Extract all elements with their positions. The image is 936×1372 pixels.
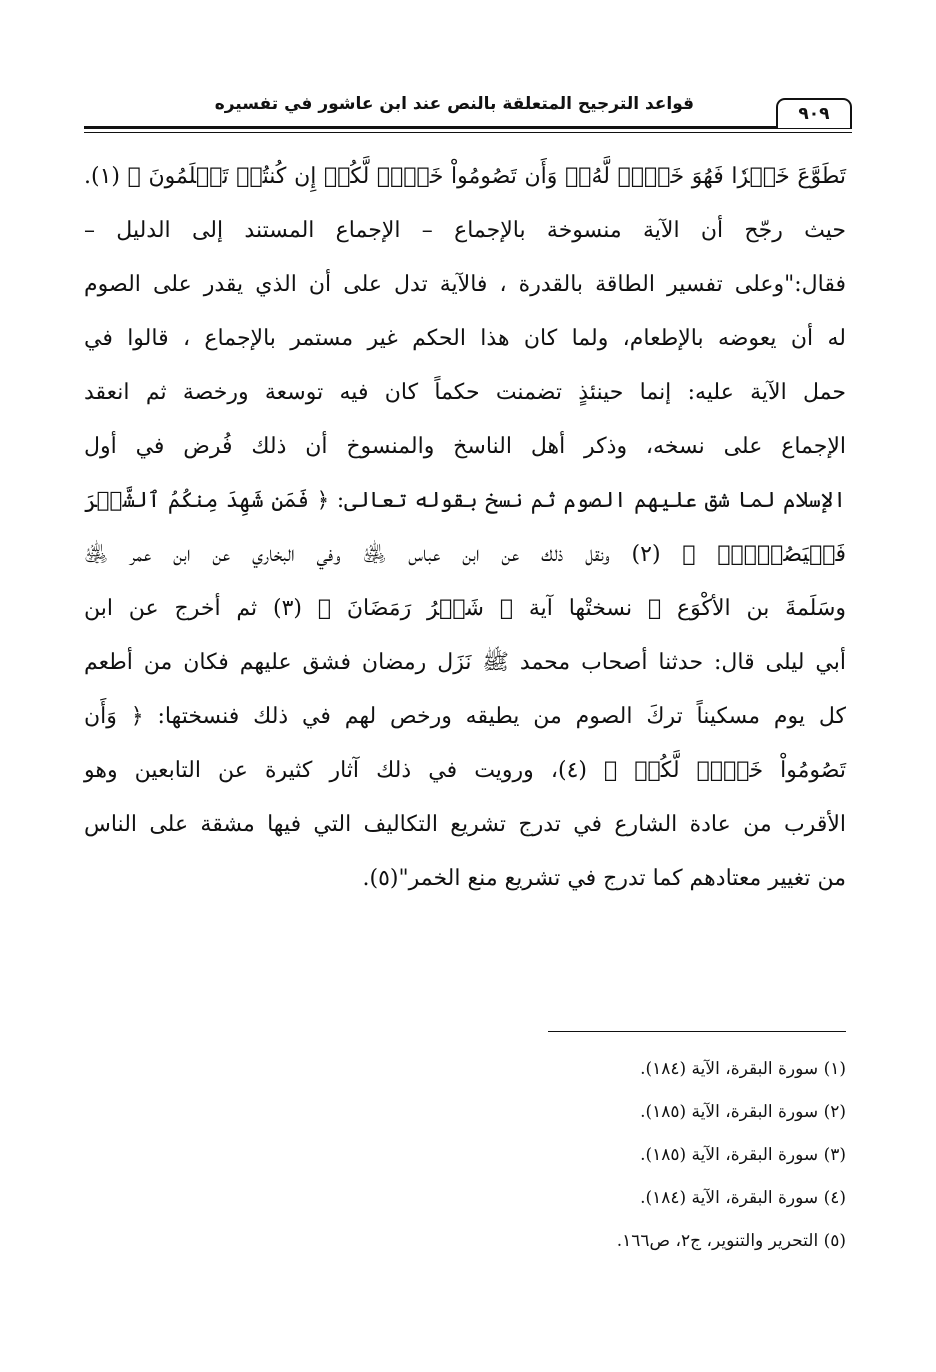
text-line: وسَلَمةَ بن الأكْوَع ﵁ نسختْها آية ﴿ شَهۡرُ رَمَضَانَ ﴾ (٣) ثم أخرج عن ابن [84, 596, 846, 621]
footnotes [84, 1048, 846, 1263]
text-line: كل يوم مسكيناً تركَ الصوم من يطيقه ورخص لهم في ذلك فنسختها: ﴿ وَأَن [84, 704, 846, 729]
main-text [84, 150, 846, 906]
page-number: ٩٠٩ [776, 98, 852, 128]
running-title: قواعد الترجيح المتعلقة بالنص عند ابن عاشور في تفسيره [214, 94, 694, 114]
footnote: (١) سورة البقرة، الآية (١٨٤). [640, 1059, 846, 1079]
page-header [84, 92, 852, 144]
footnote: (٢) سورة البقرة، الآية (١٨٥). [640, 1102, 846, 1122]
text-line: الإجماع على نسخه، وذكر أهل الناسخ والمنسوخ أن ذلك فُرض في أول [84, 434, 846, 459]
text-line: الأقرب من عادة الشارع في تدرج تشريع التكاليف التي فيها مشقة على الناس [84, 812, 846, 837]
footnote: (٥) التحرير والتنوير، ج٢، ص١٦٦. [616, 1231, 846, 1251]
text-line: حيث رجّح أن الآية منسوخة بالإجماع – الإجماع المستند إلى الدليل – [84, 218, 846, 243]
text-line: فَلۡيَصُمۡهُۖ ﴾ (٢) ونقل ذلك عن ابن عباس ﵁ وفي البخاري عن ابن عمر ﵁ [84, 542, 847, 567]
footnote: (٤) سورة البقرة، الآية (١٨٤). [640, 1188, 846, 1208]
text-line: من تغيير معتادهم كما تدرج في تشريع منع الخمر"(٥). [362, 866, 846, 891]
text-line: تَطَوَّعَ خَيۡرٗا فَهُوَ خَيۡرٞ لَّهُۥۚ وَأَن تَصُومُواْ خَيۡرٞ لَّكُمۡ إِن كُنتُمۡ تَعۡلَمُونَ ﴾ (١). [84, 164, 846, 189]
text-line: له أن يعوضه بالإطعام، ولما كان هذا الحكم غير مستمر بالإجماع ، قالوا في [84, 326, 846, 351]
footnote: (٣) سورة البقرة، الآية (١٨٥). [640, 1145, 846, 1165]
text-line: تَصُومُواْ خَيۡرٞ لَّكُمۡ ﴾ (٤)، ورويت في ذلك آثار كثيرة عن التابعين وهو [84, 758, 846, 783]
text-line: فقال:"وعلى تفسير الطاقة بالقدرة ، فالآية تدل على أن الذي يقدر على الصوم [84, 272, 846, 297]
header-rule-thick [84, 126, 852, 129]
text-line: حمل الآية عليه: إنما حينئذٍ تضمنت حكماً كان فيه توسعة ورخصة ثم انعقد [84, 380, 846, 405]
text-line: الإسلام لما شق عليهم الصوم ثم نسخ بقوله تعالى: ﴿ فَمَن شَهِدَ مِنكُمُ ٱلشَّهۡرَ [84, 488, 846, 513]
footnote-separator [548, 1031, 846, 1032]
text-line: أبي ليلى قال: حدثنا أصحاب محمد ﷺ نَزَل رمضان فشق عليهم فكان من أطعم [84, 650, 846, 675]
header-rule-thin [84, 132, 852, 133]
